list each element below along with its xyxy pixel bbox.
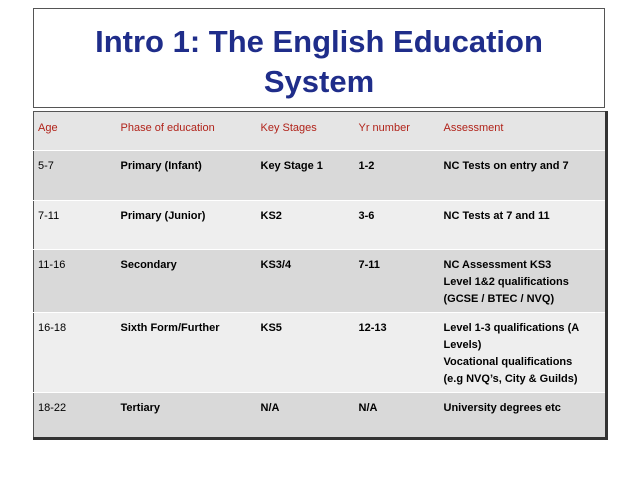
cell-yr-number: 3-6 [355, 201, 440, 250]
cell-assessment [440, 201, 607, 250]
assessment-line: (GCSE / BTEC / NVQ) [443, 293, 555, 305]
cell-phase: Primary (Infant) [117, 151, 257, 201]
cell-key-stage: KS2 [257, 201, 355, 250]
slide-title-line-1: Intro 1: The English Education [95, 24, 543, 59]
education-table [33, 111, 608, 440]
table-header-row [34, 112, 607, 151]
cell-yr-number: 1-2 [355, 151, 440, 201]
assessment-line: NC Assessment KS3 [443, 259, 552, 271]
header-key-stages: Key Stages [257, 112, 355, 151]
cell-assessment [440, 313, 607, 393]
assessment-line: Level 1-3 qualifications (A [443, 322, 580, 334]
cell-age: 18-22 [34, 393, 117, 439]
table-row [34, 250, 607, 313]
table-row [34, 393, 607, 439]
cell-assessment [440, 151, 607, 201]
cell-assessment [440, 393, 607, 439]
cell-age: 7-11 [34, 201, 117, 250]
cell-age: 16-18 [34, 313, 117, 393]
cell-yr-number: 7-11 [355, 250, 440, 313]
cell-age: 5-7 [34, 151, 117, 201]
cell-key-stage: KS5 [257, 313, 355, 393]
table-row [34, 151, 607, 201]
cell-assessment [440, 250, 607, 313]
table-row [34, 313, 607, 393]
assessment-line: Vocational qualifications [443, 356, 573, 368]
cell-phase: Primary (Junior) [117, 201, 257, 250]
header-age: Age [34, 112, 117, 151]
cell-key-stage: KS3/4 [257, 250, 355, 313]
cell-yr-number: N/A [355, 393, 440, 439]
slide-title [33, 22, 605, 102]
assessment-line: NC Tests at 7 and 11 [443, 210, 550, 222]
cell-phase: Sixth Form/Further [117, 313, 257, 393]
assessment-line: (e.g NVQ’s, City & Guilds) [443, 373, 578, 385]
assessment-line: Level 1&2 qualifications [443, 276, 569, 288]
assessment-line: University degrees etc [443, 402, 561, 414]
header-assessment: Assessment [440, 112, 607, 151]
assessment-line: Levels) [443, 339, 482, 351]
cell-phase: Secondary [117, 250, 257, 313]
assessment-line: NC Tests on entry and 7 [443, 160, 569, 172]
header-phase: Phase of education [117, 112, 257, 151]
cell-age: 11-16 [34, 250, 117, 313]
table-row [34, 201, 607, 250]
cell-phase: Tertiary [117, 393, 257, 439]
slide-title-line-2: System [263, 64, 375, 99]
header-yr-number: Yr number [355, 112, 440, 151]
cell-yr-number: 12-13 [355, 313, 440, 393]
cell-key-stage: N/A [257, 393, 355, 439]
cell-key-stage: Key Stage 1 [257, 151, 355, 201]
